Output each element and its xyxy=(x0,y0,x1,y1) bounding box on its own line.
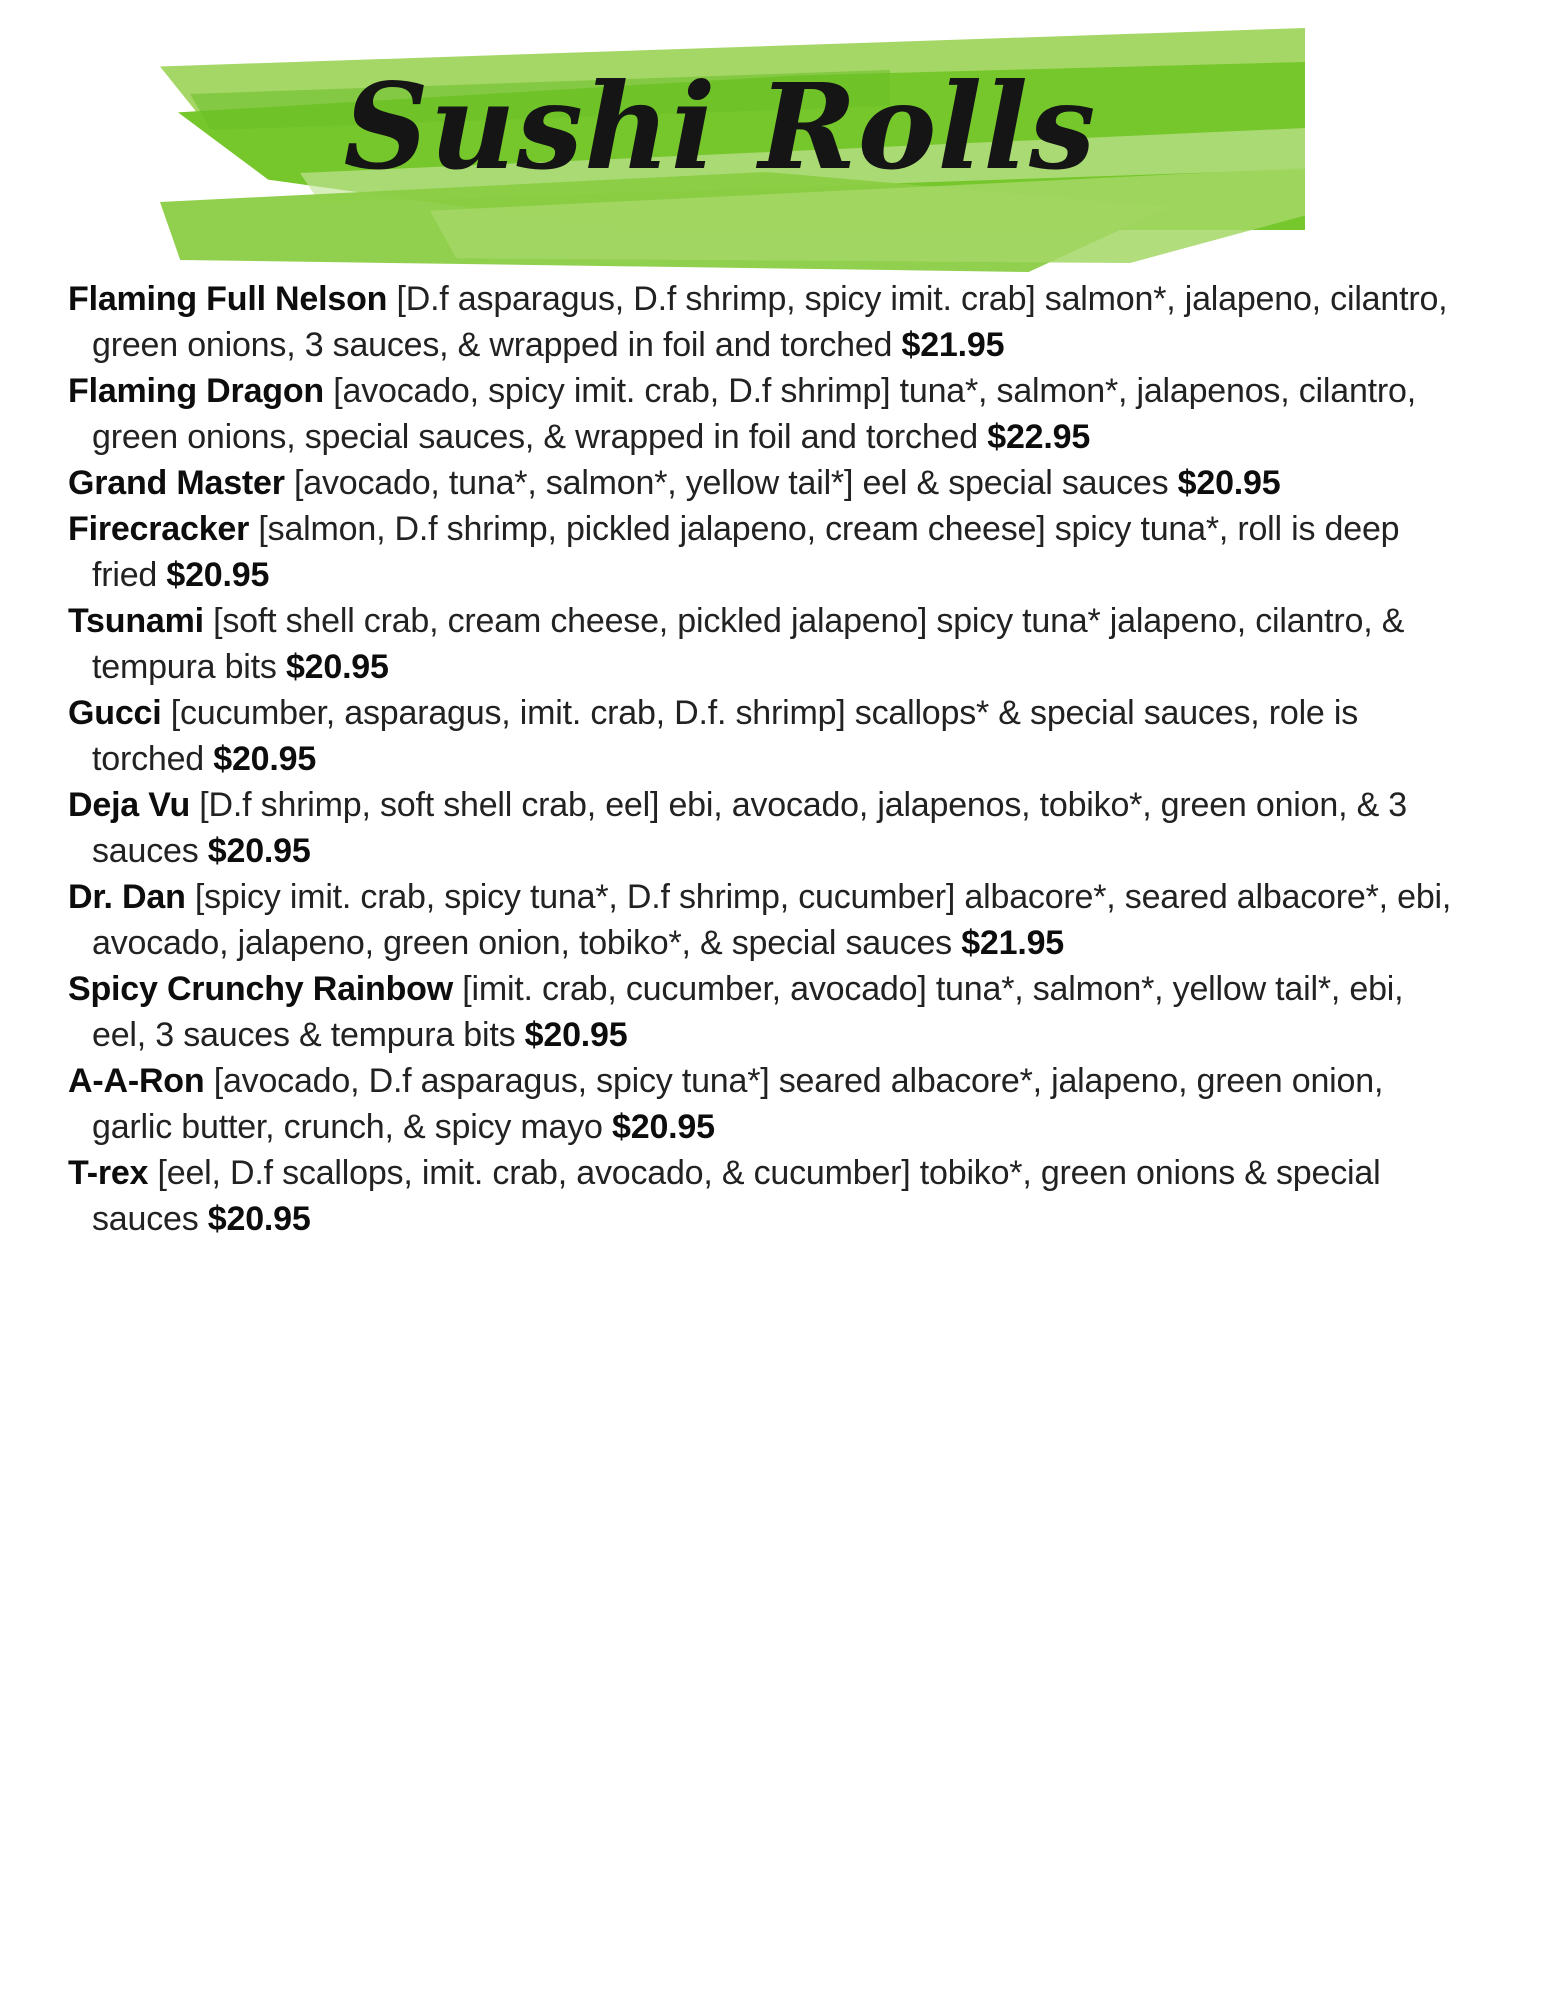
item-name: Gucci xyxy=(68,694,162,732)
item-description: [spicy imit. crab, spicy tuna*, D.f shrimp, cucumber] albacore*, seared albacore*, ebi, avocado, jalapeno, green onion, tobiko*, & special sauces xyxy=(92,878,1452,962)
item-price: $21.95 xyxy=(901,326,1005,364)
menu-item xyxy=(68,598,1460,690)
item-name: Tsunami xyxy=(68,602,204,640)
menu-item xyxy=(68,690,1460,782)
menu-item xyxy=(68,276,1460,368)
item-description: [D.f shrimp, soft shell crab, eel] ebi, avocado, jalapenos, tobiko*, green onion, & 3 sauces xyxy=(92,786,1408,870)
item-description: [avocado, tuna*, salmon*, yellow tail*] eel & special sauces xyxy=(284,464,1178,502)
item-name: Deja Vu xyxy=(68,786,191,824)
item-price: $20.95 xyxy=(1177,464,1281,502)
item-description: [D.f asparagus, D.f shrimp, spicy imit. crab] salmon*, jalapeno, cilantro, green onions, 3 sauces, & wrapped in foil and torched xyxy=(92,280,1448,364)
item-price: $20.95 xyxy=(285,648,389,686)
item-name: Firecracker xyxy=(68,510,250,548)
menu-item xyxy=(68,506,1460,598)
menu-item xyxy=(68,782,1460,874)
page-title: Sushi Rolls xyxy=(343,57,1097,196)
item-price: $20.95 xyxy=(213,740,317,778)
menu-item xyxy=(68,874,1460,966)
menu-item xyxy=(68,966,1460,1058)
item-description: [avocado, D.f asparagus, spicy tuna*] seared albacore*, jalapeno, green onion, garlic butter, crunch, & spicy mayo xyxy=(92,1062,1384,1146)
menu-item xyxy=(68,1058,1460,1150)
item-name: Flaming Full Nelson xyxy=(68,280,388,318)
menu-item xyxy=(68,368,1460,460)
item-name: Grand Master xyxy=(68,464,285,502)
item-price: $20.95 xyxy=(207,832,311,870)
item-description: [cucumber, asparagus, imit. crab, D.f. shrimp] scallops* & special sauces, role is torched xyxy=(92,694,1359,778)
item-description: [avocado, spicy imit. crab, D.f shrimp] tuna*, salmon*, jalapenos, cilantro, green onions, special sauces, & wrapped in foil and torched xyxy=(92,372,1416,456)
item-price: $21.95 xyxy=(961,924,1065,962)
item-name: T-rex xyxy=(68,1154,149,1192)
item-description: [salmon, D.f shrimp, pickled jalapeno, cream cheese] spicy tuna*, roll is deep fried xyxy=(92,510,1400,594)
menu-item xyxy=(68,460,1460,506)
title-banner xyxy=(0,0,1545,275)
item-price: $22.95 xyxy=(987,418,1091,456)
item-name: Flaming Dragon xyxy=(68,372,324,410)
menu-list xyxy=(0,276,1545,1242)
item-description: [soft shell crab, cream cheese, pickled jalapeno] spicy tuna* jalapeno, cilantro, & tempura bits xyxy=(92,602,1405,686)
menu-item xyxy=(68,1150,1460,1242)
item-name: Dr. Dan xyxy=(68,878,186,916)
item-description: [eel, D.f scallops, imit. crab, avocado, & cucumber] tobiko*, green onions & special sauces xyxy=(92,1154,1381,1238)
item-price: $20.95 xyxy=(166,556,270,594)
item-price: $20.95 xyxy=(524,1016,628,1054)
item-description: [imit. crab, cucumber, avocado] tuna*, salmon*, yellow tail*, ebi, eel, 3 sauces & tempura bits xyxy=(92,970,1404,1054)
item-name: Spicy Crunchy Rainbow xyxy=(68,970,453,1008)
item-price: $20.95 xyxy=(612,1108,715,1146)
item-price: $20.95 xyxy=(207,1200,311,1238)
item-name: A-A-Ron xyxy=(68,1062,205,1100)
